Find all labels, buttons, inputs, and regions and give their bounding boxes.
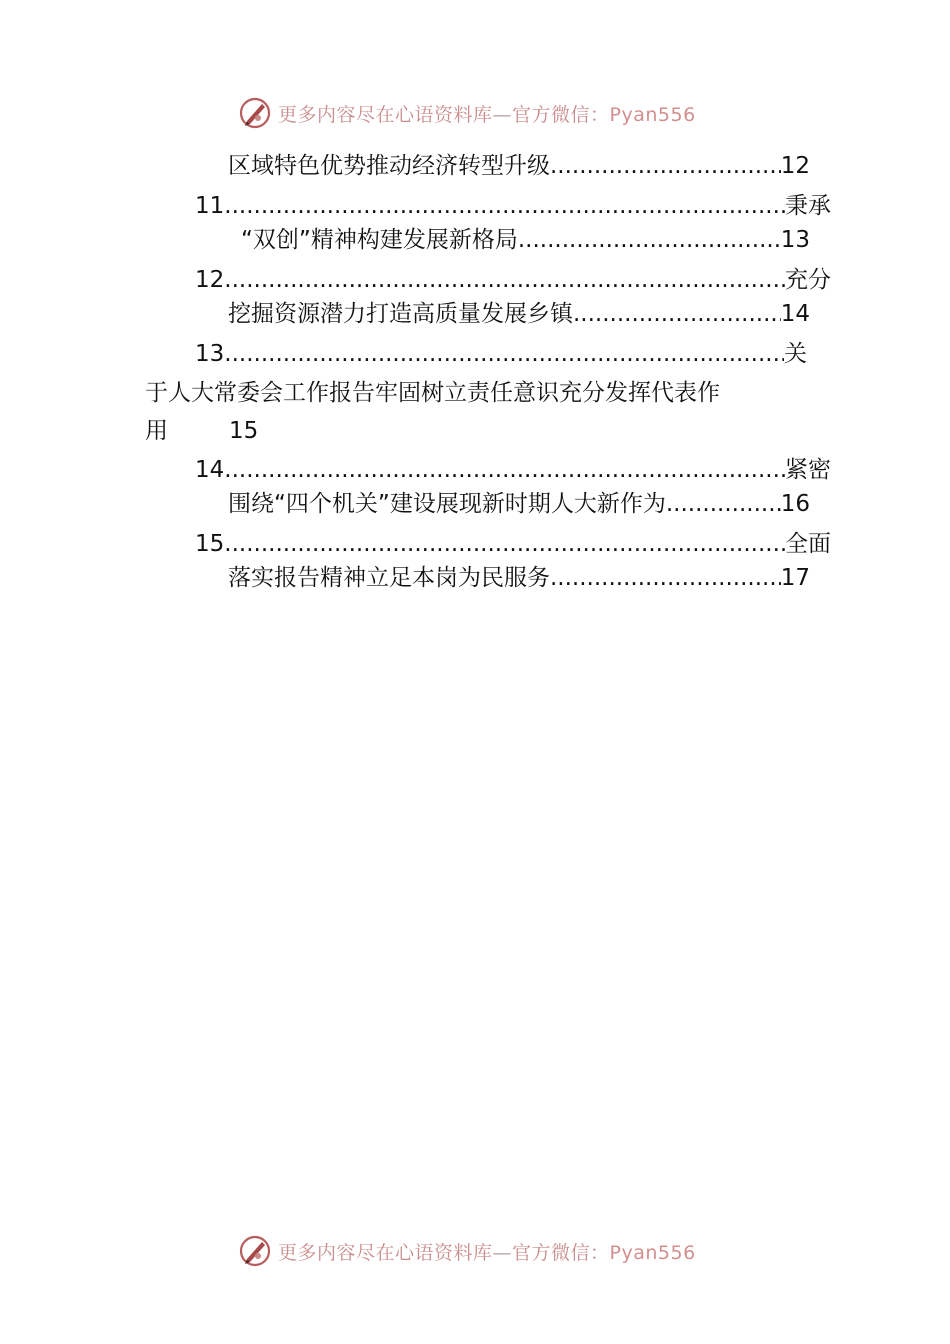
toc-entry-title-start: 秉承 [785, 193, 831, 219]
toc-entry-title-start: 充分 [785, 267, 831, 293]
toc-leader-dots [224, 338, 784, 370]
toc-entry-number: 14 [195, 457, 225, 483]
toc-entry[interactable] [195, 528, 831, 560]
toc-page-number: 14 [780, 301, 810, 327]
toc-entry-title[interactable]: 于人大常委会工作报告牢固树立责任意识充分发挥代表作 [145, 380, 720, 406]
watermark-text: 更多内容尽在心语资料库—官方微信：Pyan556 [278, 103, 696, 126]
toc-entry-title: 落实报告精神立足本岗为民服务 [228, 565, 550, 591]
toc-entry[interactable] [195, 454, 831, 486]
toc-entry-number: 15 [195, 531, 225, 557]
header-watermark [238, 95, 738, 131]
watermark-text: 更多内容尽在心语资料库—官方微信：Pyan556 [278, 1241, 696, 1264]
toc-entry-title[interactable]: 用 [145, 418, 168, 444]
toc-entry[interactable] [195, 190, 831, 222]
pen-seal-icon [238, 1234, 272, 1268]
toc-entry[interactable] [228, 562, 810, 594]
toc-entry-number: 12 [195, 267, 225, 293]
toc-leader-dots [666, 488, 781, 520]
toc-leader-dots [224, 264, 785, 296]
toc-entry-title-start: 全面 [785, 531, 831, 557]
toc-leader-dots [224, 454, 785, 486]
toc-leader-dots [224, 528, 785, 560]
toc-entry[interactable] [228, 150, 810, 182]
toc-entry-title: 区域特色优势推动经济转型升级 [228, 153, 550, 179]
toc-page-number: 12 [780, 153, 810, 179]
toc-entry[interactable] [195, 264, 831, 296]
toc-leader-dots [224, 190, 785, 222]
toc-page-number: 13 [780, 227, 810, 253]
toc-page-number: 15 [229, 418, 259, 444]
toc-leader-dots [550, 150, 781, 182]
toc-leader-dots [573, 298, 781, 330]
toc-leader-dots [550, 562, 781, 594]
toc-page-number: 16 [780, 491, 810, 517]
toc-leader-dots [518, 224, 781, 256]
toc-entry[interactable] [241, 224, 810, 256]
toc-entry[interactable] [195, 338, 807, 370]
toc-entry-title-start: 关 [784, 341, 807, 367]
footer-watermark [238, 1233, 738, 1269]
toc-entry-number: 13 [195, 341, 225, 367]
toc-entry-title-start: 紧密 [785, 457, 831, 483]
toc-entry[interactable] [228, 298, 810, 330]
toc-entry-number: 11 [195, 193, 225, 219]
toc-entry-title: 挖掘资源潜力打造高质量发展乡镇 [228, 301, 573, 327]
toc-entry-title: 围绕“四个机关”建设展现新时期人大新作为 [228, 491, 666, 517]
toc-page-number: 17 [780, 565, 810, 591]
pen-seal-icon [238, 96, 272, 130]
toc-entry-title: “双创”精神构建发展新格局 [241, 227, 518, 253]
toc-entry[interactable] [228, 488, 810, 520]
